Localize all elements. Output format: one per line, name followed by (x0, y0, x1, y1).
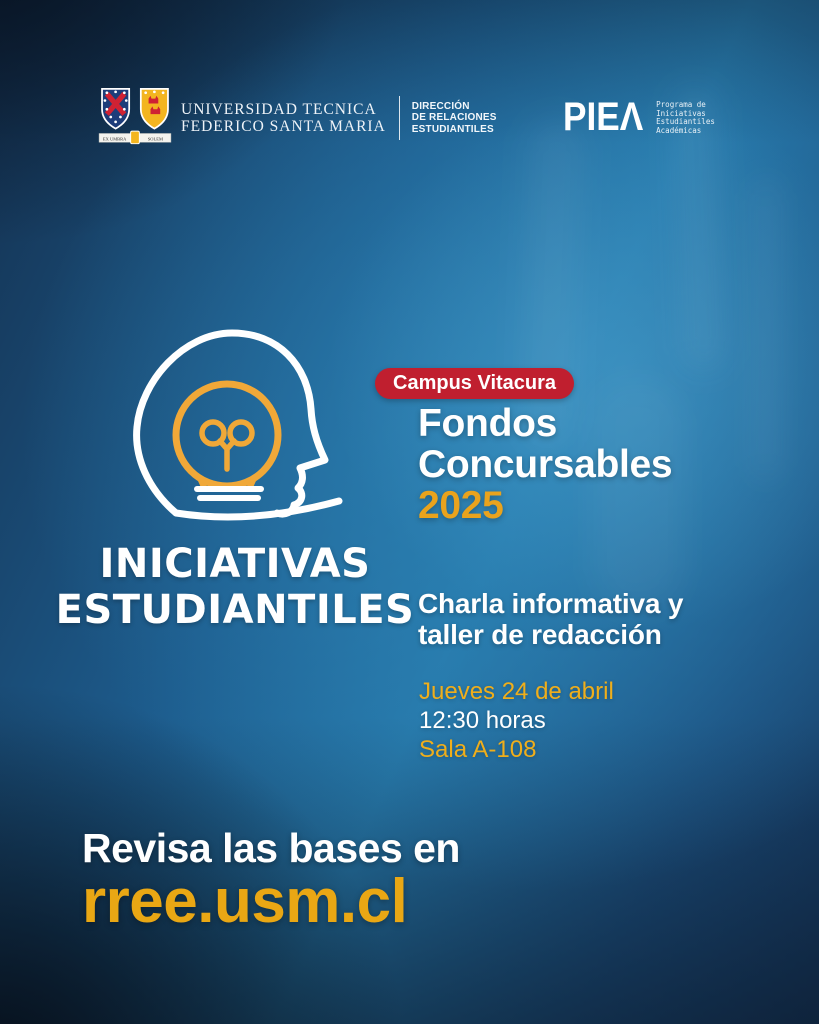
university-name-line1: UNIVERSIDAD TECNICA (181, 101, 377, 118)
event-date: Jueves 24 de abril (419, 678, 614, 705)
background-light-streak (755, 180, 777, 480)
piea-subtitle-line: Académicas (656, 125, 702, 135)
event-title (418, 403, 672, 526)
footer (82, 826, 460, 934)
event-details (419, 677, 614, 764)
event-room: Sala A-108 (419, 736, 537, 763)
usm-crest-icon (98, 86, 172, 150)
department-line1: DIRECCIÓN (411, 100, 470, 112)
event-year: 2025 (418, 484, 504, 527)
brand-wordmark (30, 541, 440, 633)
event-time: 12:30 horas (419, 707, 546, 734)
piea-logo (563, 95, 715, 139)
piea-subtitle (656, 101, 715, 135)
event-title-line1: Fondos (418, 402, 558, 445)
crest-motto-left: EX UMBRA (102, 136, 127, 142)
footer-cta: Revisa las bases en (82, 825, 460, 871)
university-name-line2: FEDERICO SANTA MARIA (181, 118, 386, 135)
footer-url: rree.usm.cl (82, 867, 408, 936)
brand-line1: INICIATIVAS (99, 541, 371, 587)
event-title-line2: Concursables (418, 443, 673, 486)
campus-badge: Campus Vitacura (375, 368, 574, 399)
piea-subtitle-line: Estudiantiles (656, 117, 715, 127)
event-subtitle-line1: Charla informativa y (418, 588, 684, 619)
department-line3: ESTUDIANTILES (411, 123, 494, 135)
lightbulb-head-icon (128, 329, 348, 529)
crest-motto-right: SOLEM (147, 136, 163, 142)
piea-subtitle-line: Iniciativas (656, 108, 706, 118)
usm-logo-lockup (98, 86, 497, 150)
event-subtitle-line2: taller de redacción (418, 619, 662, 650)
department-line2: DE RELACIONES (411, 112, 497, 124)
piea-subtitle-line: Programa de (656, 100, 706, 109)
department-name (412, 101, 497, 136)
event-subtitle (418, 588, 683, 650)
piea-acronym: PIEΛ (563, 95, 644, 139)
university-name (181, 101, 386, 135)
brand-line2: ESTUDIANTILES (55, 587, 415, 633)
logo-divider (399, 96, 400, 140)
